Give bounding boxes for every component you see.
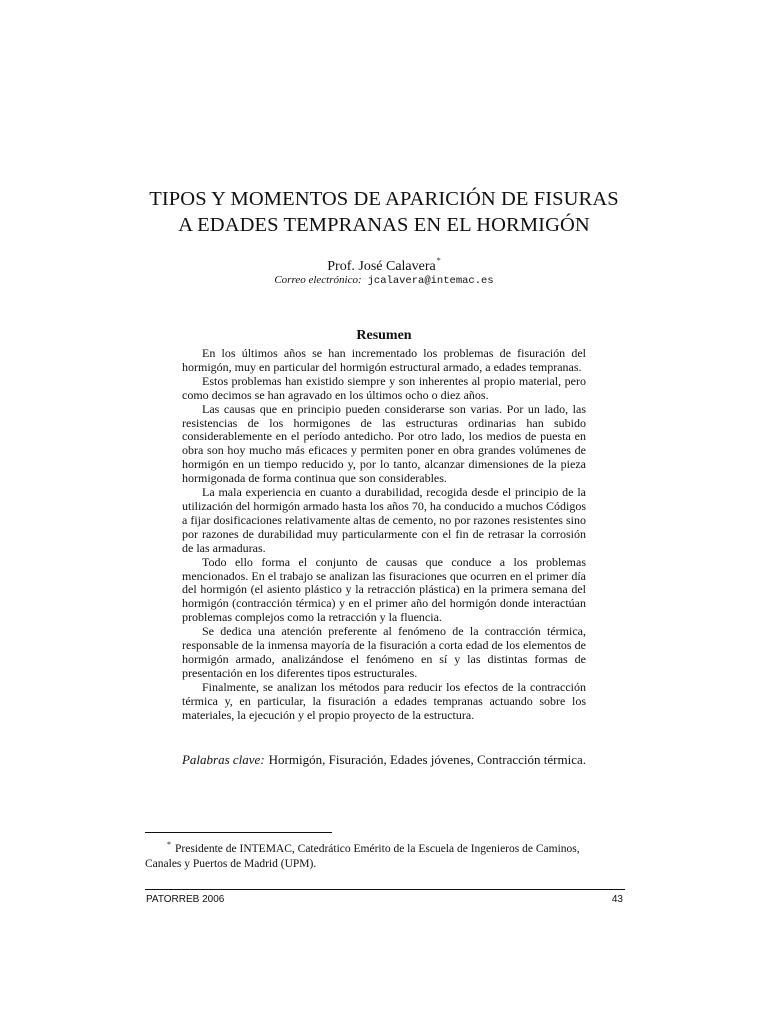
title-line-1: TIPOS Y MOMENTOS DE APARICIÓN DE FISURAS: [149, 188, 619, 210]
footer-divider: [145, 889, 625, 890]
author-name: Prof. José Calavera: [327, 259, 436, 274]
keywords-text: Hormigón, Fisuración, Edades jóvenes, Contracción térmica.: [268, 752, 586, 767]
footnote: [145, 838, 613, 871]
abstract-paragraph: En los últimos años se han incrementado los problemas de fisuración del hormigón, muy en particular del hormigón estructural armado, a edades tempranas.: [182, 346, 586, 374]
author-email-line: [0, 274, 768, 287]
footnote-text: Presidente de INTEMAC, Catedrático Emérito de la Escuela de Ingenieros de Caminos, Canales y Puertos de Madrid (UPM).: [145, 843, 580, 870]
abstract-paragraph: La mala experiencia en cuanto a durabilidad, recogida desde el principio de la utilización del hormigón armado hasta los años 70, ha conducido a muchos Códigos a fijar dosificaciones relativamente altas de cemento, no por razones resistentes sino por razones de durabilidad muy particularmente con el fin de retrasar la corrosión de las armaduras.: [182, 485, 586, 555]
author-line: [0, 256, 768, 275]
keywords-line: [0, 752, 768, 768]
footer-publication: PATORREB 2006: [146, 894, 225, 905]
abstract-paragraph: Se dedica una atención preferente al fenómeno de la contracción térmica, responsable de la inmensa mayoría de la fisuración a corta edad de los elementos de hormigón armado, analizándose el fenómeno en sí y las distintas formas de presentación en los diferentes tipos estructurales.: [182, 624, 586, 680]
abstract-paragraph: Finalmente, se analizan los métodos para reducir los efectos de la contracción térmica y, en particular, la fisuración a edades tempranas actuando sobre los materiales, la ejecución y el propio proyecto de la estructura.: [182, 679, 586, 722]
abstract-paragraph: Las causas que en principio pueden considerarse son varias. Por un lado, las resistencias de los hormigones de las estructuras ordinarias han subido considerablemente en el período antedicho. Por otro lado, los medios de puesta en obra son hoy mucho más eficaces y permiten poner en obra grandes volúmenes de hormigón en un tiempo reducido y, por lo tanto, alcanzar dimensiones de la pieza hormigonada de forma continua que son considerables.: [182, 401, 586, 486]
author-footnote-mark: *: [436, 256, 441, 265]
abstract-paragraph: Todo ello forma el conjunto de causas que conduce a los problemas mencionados. En el trabajo se analizan las fisuraciones que ocurren en el primer día del hormigón (el asiento plástico y la retracción plástica) en la primera semana del hormigón (contracción térmica) y en el primer año del hormigón donde interactúan problemas complejos como la retracción y la fluencia.: [182, 554, 586, 625]
abstract-paragraph: Estos problemas han existido siempre y son inherentes al propio material, pero como decimos se han agravado en los últimos ocho o diez años.: [182, 373, 586, 402]
email-address: jcalavera@intemac.es: [367, 275, 494, 287]
abstract-heading: Resumen: [356, 328, 412, 343]
page-number: 43: [611, 894, 623, 905]
abstract-body: [182, 347, 586, 722]
footnote-divider: [145, 832, 332, 833]
paper-title: [0, 186, 768, 238]
email-label: Correo electrónico:: [274, 274, 362, 286]
title-line-2: A EDADES TEMPRANAS EN EL HORMIGÓN: [178, 214, 590, 236]
footnote-mark: *: [167, 840, 171, 849]
keywords-label: Palabras clave:: [181, 752, 265, 767]
